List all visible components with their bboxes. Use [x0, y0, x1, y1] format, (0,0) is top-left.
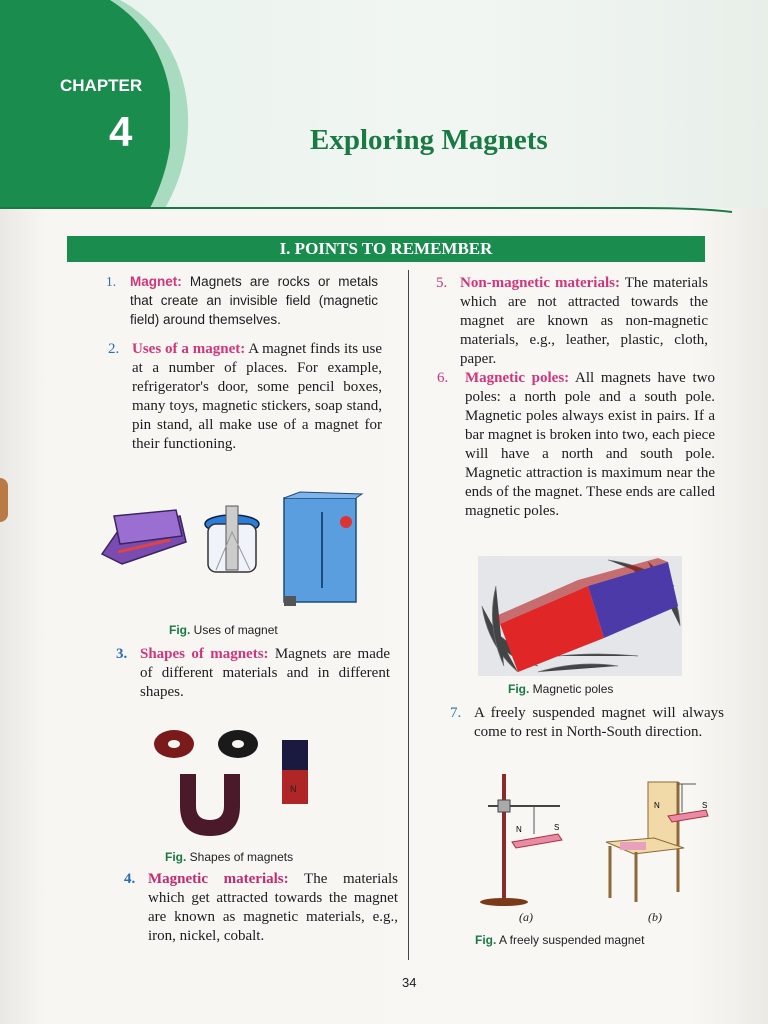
caption-text: A freely suspended magnet	[499, 933, 645, 947]
point-number: 5.	[436, 275, 448, 291]
fig-label: Fig.	[508, 682, 530, 696]
pole-label-north: N	[654, 801, 660, 810]
point-shapes-of-magnets	[116, 645, 391, 702]
stand-setup-a	[480, 774, 562, 906]
pencil-box-icon	[102, 510, 186, 564]
point-lead: Shapes of magnets:	[140, 646, 269, 662]
freely-suspended-magnet-illustration	[478, 772, 718, 912]
point-text: A magnet finds its use at a number of places. For example, refrigerator's door, some pencil boxes, many toys, magnetic stickers, soap stand, pin stand, all make use of a magnet for their functioning.	[132, 341, 382, 452]
point-number: 1.	[106, 274, 117, 289]
point-number: 7.	[450, 705, 462, 721]
pole-label-north: N	[516, 825, 522, 834]
header-underline	[0, 202, 732, 214]
caption-text: Uses of magnet	[193, 623, 278, 637]
point-magnetic-poles	[437, 369, 715, 521]
bar-magnet-small-icon	[282, 740, 308, 804]
magnetic-poles-illustration	[478, 556, 682, 676]
point-text: The materials which get attracted towards the magnet are known as magnetic materials, e.g., iron, nickel, cobalt.	[148, 871, 398, 944]
fig-label: Fig.	[475, 933, 497, 947]
figure-caption-uses	[169, 623, 278, 637]
point-number: 2.	[108, 341, 120, 357]
pole-label-south: S	[554, 823, 560, 832]
chair-setup-b	[606, 782, 708, 902]
point-magnet	[106, 272, 378, 329]
figure-caption-shapes	[165, 850, 293, 864]
caption-text: Shapes of magnets	[189, 850, 294, 864]
refrigerator-icon	[284, 492, 362, 606]
subfigure-label-a: (a)	[519, 910, 533, 924]
point-lead: Uses of a magnet:	[132, 341, 246, 357]
point-text: A freely suspended magnet will always come to rest in North-South direction.	[474, 705, 724, 740]
point-lead: Non-magnetic materials:	[460, 275, 620, 291]
point-non-magnetic-materials	[436, 274, 708, 369]
figure-caption-poles	[508, 682, 613, 696]
point-lead: Magnet:	[130, 274, 182, 289]
point-text: The materials which are not attracted towards the magnet are known as non-magnetic materials, e.g., leather, plastic, cloth, paper.	[460, 275, 708, 367]
thumb-edge	[0, 478, 8, 522]
point-number: 4.	[124, 871, 136, 887]
horseshoe-magnet-icon	[180, 774, 240, 836]
point-number: 3.	[116, 646, 128, 662]
ring-magnet-black-icon	[218, 730, 258, 758]
chapter-number: 4	[109, 108, 133, 155]
column-divider	[408, 270, 409, 960]
fig-label: Fig.	[169, 623, 191, 637]
pole-label-south: S	[702, 801, 708, 810]
shapes-of-magnets-illustration	[150, 722, 320, 842]
point-magnetic-materials	[124, 870, 398, 946]
uses-of-magnet-illustration	[100, 492, 365, 612]
figure-caption-suspended	[475, 933, 644, 947]
pin-stand-icon	[205, 506, 259, 572]
point-text: Magnets are rocks or metals that create an invisible field (magnetic field) around themselves.	[130, 274, 378, 327]
fig-label: Fig.	[165, 850, 187, 864]
subfigure-label-b: (b)	[648, 910, 662, 924]
point-freely-suspended	[450, 704, 724, 742]
chapter-label: CHAPTER	[60, 76, 143, 95]
magnet-pole-label: N	[290, 784, 297, 794]
point-lead: Magnetic poles:	[465, 370, 570, 386]
ring-magnet-red-icon	[154, 730, 194, 758]
page-number: 34	[402, 975, 417, 990]
caption-text: Magnetic poles	[532, 682, 614, 696]
point-number: 6.	[437, 370, 449, 386]
point-text: Magnets are made of different materials and in different shapes.	[140, 646, 391, 700]
point-uses-of-magnet	[108, 340, 382, 454]
point-text: All magnets have two poles: a north pole and a south pole. Magnetic poles always exist in pairs. If a bar magnet is broken into two, each piece will have a north and south pole. Magnetic attraction is maximum near the ends of the magnet. These ends are called magnetic poles.	[465, 370, 715, 519]
point-lead: Magnetic materials:	[148, 871, 289, 887]
chapter-title: Exploring Magnets	[310, 124, 548, 156]
section-heading: I. POINTS TO REMEMBER	[67, 236, 705, 262]
